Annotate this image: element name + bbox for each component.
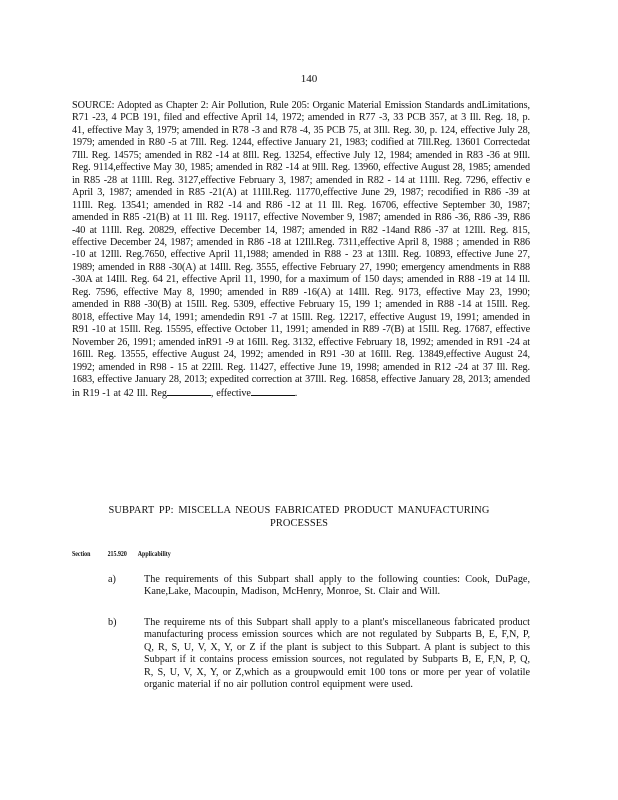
section-title: Applicability [137, 549, 171, 558]
section-number: 215.920 [107, 549, 127, 558]
reg-blank [167, 386, 211, 396]
item-label: a) [108, 574, 116, 585]
item-text: The requireme nts of this Subpart shall apply to a plant's miscellaneous fabricated product manufacturing process emission sources which are not regulated by Subparts B, E, F,N, P, Q, R, S, U, V, X, Y, or Z if the plant is subject to this Subpart. A plant is subject to this Subpart if it contains process emission sources, not regulated by Subparts B, E, F,N, P, Q, R, S, U, V, X, Y, or Z,which as a groupwould emit 100 tons or more per year of volatile organic material if no air pollution control equipment were used. [144, 617, 530, 691]
item-text: The requirements of this Subpart shall apply to the following counties: Cook, DuPage, Kane,Lake, Macoupin, Madison, McHenry, Monroe, St. Clair and Will. [144, 574, 530, 598]
list-item [108, 574, 530, 604]
page-number: 140 [300, 73, 318, 85]
effective-blank [251, 386, 295, 396]
item-label: b) [108, 617, 117, 628]
section-label: Section [72, 549, 91, 558]
subpart-heading: SUBPART PP: MISCELLA NEOUS FABRICATED PRODUCT MANUFACTURING PROCESSES [108, 505, 490, 529]
list-item [108, 617, 530, 717]
source-text: SOURCE: Adopted as Chapter 2: Air Pollution, Rule 205: Organic Material Emission Standards andLimitations, R71 -23, 4 PCB 191, filed and effective April 14, 1972; amended in R77 -3, 33 PCB 357, at 3 Ill. Reg. 18, p. 41, effective May 3, 1979; amended in R78 -3 and R78 -4, 35 PCB 75, at 3Ill. Reg. 30, p. 124, effective July 28, 1979; amended in R80 -5 at 7Ill. Reg. 1244, effective January 21, 1983; codified at 7Ill.Reg. 13601 Correctedat 7Ill. Reg. 14575; amended in R82 -14 at 8Ill. Reg. 13254, effective July 12, 1984; amended in R83 -36 at 9Ill. Reg. 9114,effective May 30, 1985; amended in R82 -14 at 9Ill. Reg. 13960, effective August 28, 1985; amended in R85 -28 at 11Ill. Reg. 3127,effective February 3, 1987; amended in R82 - 14 at 11Ill. Reg. 7296, effectiv e April 3, 1987; amended in R85 -21(A) at 11Ill.Reg. 11770,effective June 29, 1987; recodified in R86 -39 at 11Ill. Reg. 13541; amended in R82 -14 and R86 -12 at 11 Ill. Reg. 16706, effective September 30, 1987; amended in R85 -21(B) at 11 Ill. Reg. 19117, effective November 9, 1987; amended in R86 -36, R86 -39, R86 -40 at 11Ill. Reg. 20829, effective December 14, 1987; amended in R82 -14and R86 -37 at 12Ill. Reg. 815, effective December 24, 1987; amended in R86 -18 at 12Ill.Reg. 7311,effective April 8, 1988 ; amended in R86 -10 at 12Ill. Reg.7650, effective April 11,1988; amended in R88 - 23 at 13Ill. Reg. 10893, effective June 27, 1989; amended in R88 -30(A) at 14Ill. Reg. 3555, effective February 27, 1990; emergency amendments in R88 -30A at 14Ill. Reg. 64 21, effective April 11, 1990, for a maximum of 150 days; amended in R88 -19 at 14 Ill. Reg. 7596, effective May 8, 1990; amended in R89 -16(A) at 14Ill. Reg. 9173, effective May 23, 1990; amended in R88 -30(B) at 15Ill. Reg. 5309, effective February 15, 199 1; amended in R88 -14 at 15Ill. Reg. 8018, effective May 14, 1991; amendedin R91 -7 at 15Ill. Reg. 12217, effective August 19, 1991; amended in R91 -10 at 15Ill. Reg. 15595, effective October 11, 1991; amended in R89 -7(B) at 15Ill. Reg. 17687, effective November 26, 1991; amended inR91 -9 at 16Ill. Reg. 3132, effective February 18, 1992; amended in R91 -24 at 16Ill. Reg. 13555, effective August 24, 1992; amended in R91 -30 at 16Ill. Reg. 13849,effective August 24, 1992; amended in R98 - 15 at 22Ill. Reg. 11427, effective June 19, 1998; amended in R12 -24 at 37 Ill. Reg. 1683, effective January 28, 2013; expedited correction at 37Ill. Reg. 16858, effective January 28, 2013; amended in R19 -1 at 42 Ill. Reg [72, 100, 531, 400]
source-note [72, 100, 530, 401]
section-heading [72, 549, 171, 558]
source-effective: effective [216, 388, 251, 400]
source-end: . [294, 388, 298, 400]
source-sep: , [210, 388, 214, 400]
